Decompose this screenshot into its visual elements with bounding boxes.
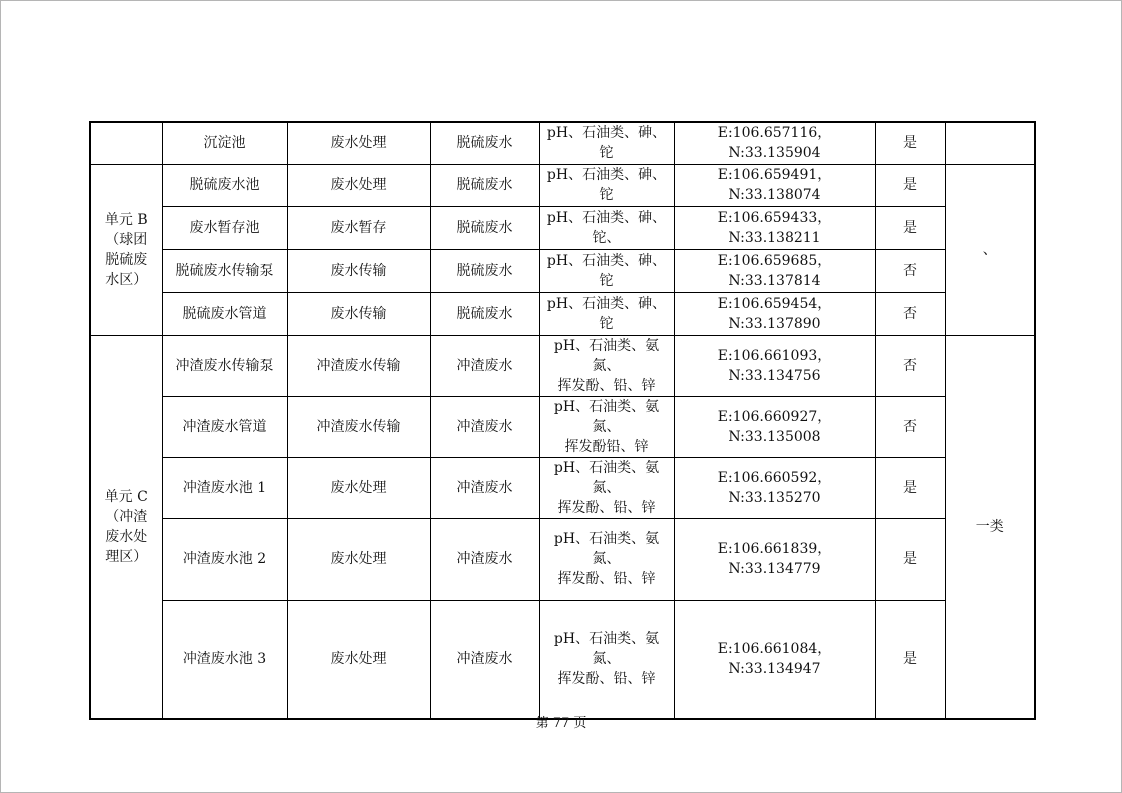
medium: 脱硫废水: [430, 292, 539, 335]
table-row: [90, 122, 1035, 164]
pollutants: [539, 249, 674, 292]
pollutants: [539, 518, 674, 600]
facility-name: 脱硫废水管道: [162, 292, 287, 335]
unit-cell-empty: [90, 122, 162, 164]
facility-type: 冲渣废水传输: [287, 396, 430, 457]
flag: 是: [875, 600, 945, 719]
category-cell: [945, 122, 1035, 164]
pollutants-line: pH、石油类、砷、: [546, 167, 667, 183]
facility-type: 废水处理: [287, 457, 430, 518]
coordinates: E:106.660592，N:33.135270: [674, 457, 875, 518]
coordinates: E:106.660927，N:33.135008: [674, 396, 875, 457]
coordinates: E:106.657116，N:33.135904: [674, 122, 875, 164]
pollutants: [539, 206, 674, 249]
pollutants-line: 挥发酚、铅、锌: [557, 499, 656, 516]
coordinates: E:106.659454，N:33.137890: [674, 292, 875, 335]
facility-type: 废水暂存: [287, 206, 430, 249]
facility-name: 废水暂存池: [162, 206, 287, 249]
pollutants-line: pH、石油类、砷、: [546, 295, 667, 312]
medium: 冲渣废水: [430, 518, 539, 600]
medium: 冲渣废水: [430, 600, 539, 719]
medium: 脱硫废水: [430, 249, 539, 292]
table-row: [90, 292, 1035, 335]
facility-type: 废水传输: [287, 292, 430, 335]
unit-label: （冲渣: [105, 508, 148, 525]
medium: 脱硫废水: [430, 206, 539, 249]
medium: 冲渣废水: [430, 335, 539, 396]
page-number: 第 77 页: [535, 716, 587, 731]
flag: 是: [875, 206, 945, 249]
coordinates: E:106.661839，N:33.134779: [674, 518, 875, 600]
pollutants-line: 铊: [599, 145, 614, 162]
facility-type: 废水传输: [287, 249, 430, 292]
unit-label: （球团: [105, 231, 148, 248]
pollutants-line: 铊: [599, 187, 614, 203]
pollutants: [539, 335, 674, 396]
pollutants-line: pH、石油类、氨氮、: [553, 631, 660, 668]
pollutants-line: pH、石油类、氨氮、: [553, 398, 660, 435]
facility-name: 冲渣废水池 3: [162, 600, 287, 719]
table-row: [90, 335, 1035, 396]
unit-label: 废水处: [105, 528, 148, 545]
flag: 否: [875, 335, 945, 396]
pollutants-line: 铊、: [592, 229, 621, 246]
coordinates: E:106.661084，N:33.134947: [674, 600, 875, 719]
pollutants-line: pH、石油类、氨氮、: [553, 459, 660, 496]
pollutants: [539, 457, 674, 518]
table-row: [90, 457, 1035, 518]
facility-type: 废水处理: [287, 600, 430, 719]
flag: 是: [875, 518, 945, 600]
unit-label: 水区）: [105, 271, 148, 288]
pollutants-line: 铊: [599, 315, 614, 332]
flag: 否: [875, 292, 945, 335]
facility-type: 废水处理: [287, 122, 430, 164]
pollutants: [539, 122, 674, 164]
table-row: [90, 600, 1035, 719]
pollutants-line: 挥发酚、铅、锌: [557, 671, 656, 688]
pollutants-line: 铊: [599, 272, 614, 289]
coordinates: E:106.661093，N:33.134756: [674, 335, 875, 396]
facility-name: 冲渣废水传输泵: [162, 335, 287, 396]
unit-label: 理区）: [105, 548, 148, 565]
unit-b-cell: [90, 164, 162, 335]
table-row: [90, 518, 1035, 600]
flag: 是: [875, 457, 945, 518]
facility-table: [89, 121, 1036, 720]
facility-name: 冲渣废水池 1: [162, 457, 287, 518]
facility-name: 沉淀池: [162, 122, 287, 164]
pollutants: [539, 292, 674, 335]
flag: 是: [875, 164, 945, 206]
pollutants: [539, 600, 674, 719]
facility-type: 废水处理: [287, 164, 430, 206]
facility-name: 脱硫废水传输泵: [162, 249, 287, 292]
medium: 脱硫废水: [430, 122, 539, 164]
flag: 否: [875, 396, 945, 457]
unit-c-cell: [90, 335, 162, 719]
category-cell: 、: [945, 164, 1035, 335]
facility-type: 废水处理: [287, 518, 430, 600]
pollutants-line: pH、石油类、氨氮、: [553, 531, 660, 567]
medium: 脱硫废水: [430, 164, 539, 206]
flag: 否: [875, 249, 945, 292]
unit-label: 单元 C: [104, 488, 148, 505]
table-row: [90, 164, 1035, 206]
pollutants-line: pH、石油类、砷、: [546, 209, 667, 226]
unit-label: 单元 B: [104, 211, 148, 228]
pollutants: [539, 164, 674, 206]
pollutants-line: 挥发酚铅、锌: [564, 438, 649, 455]
coordinates: E:106.659433，N:33.138211: [674, 206, 875, 249]
pollutants: [539, 396, 674, 457]
pollutants-line: pH、石油类、砷、: [546, 125, 667, 142]
unit-label: 脱硫废: [105, 251, 148, 268]
pollutants-line: 挥发酚、铅、锌: [557, 571, 656, 587]
pollutants-line: pH、石油类、砷、: [546, 252, 667, 269]
table-row: [90, 249, 1035, 292]
flag: 是: [875, 122, 945, 164]
coordinates: E:106.659685，N:33.137814: [674, 249, 875, 292]
facility-type: 冲渣废水传输: [287, 335, 430, 396]
table-row: [90, 206, 1035, 249]
table-row: [90, 396, 1035, 457]
category-cell: 一类: [945, 335, 1035, 719]
medium: 冲渣废水: [430, 396, 539, 457]
pollutants-line: pH、石油类、氨氮、: [553, 337, 660, 374]
medium: 冲渣废水: [430, 457, 539, 518]
facility-name: 脱硫废水池: [162, 164, 287, 206]
pollutants-line: 挥发酚、铅、锌: [557, 377, 656, 394]
facility-name: 冲渣废水管道: [162, 396, 287, 457]
coordinates: E:106.659491，N:33.138074: [674, 164, 875, 206]
facility-name: 冲渣废水池 2: [162, 518, 287, 600]
